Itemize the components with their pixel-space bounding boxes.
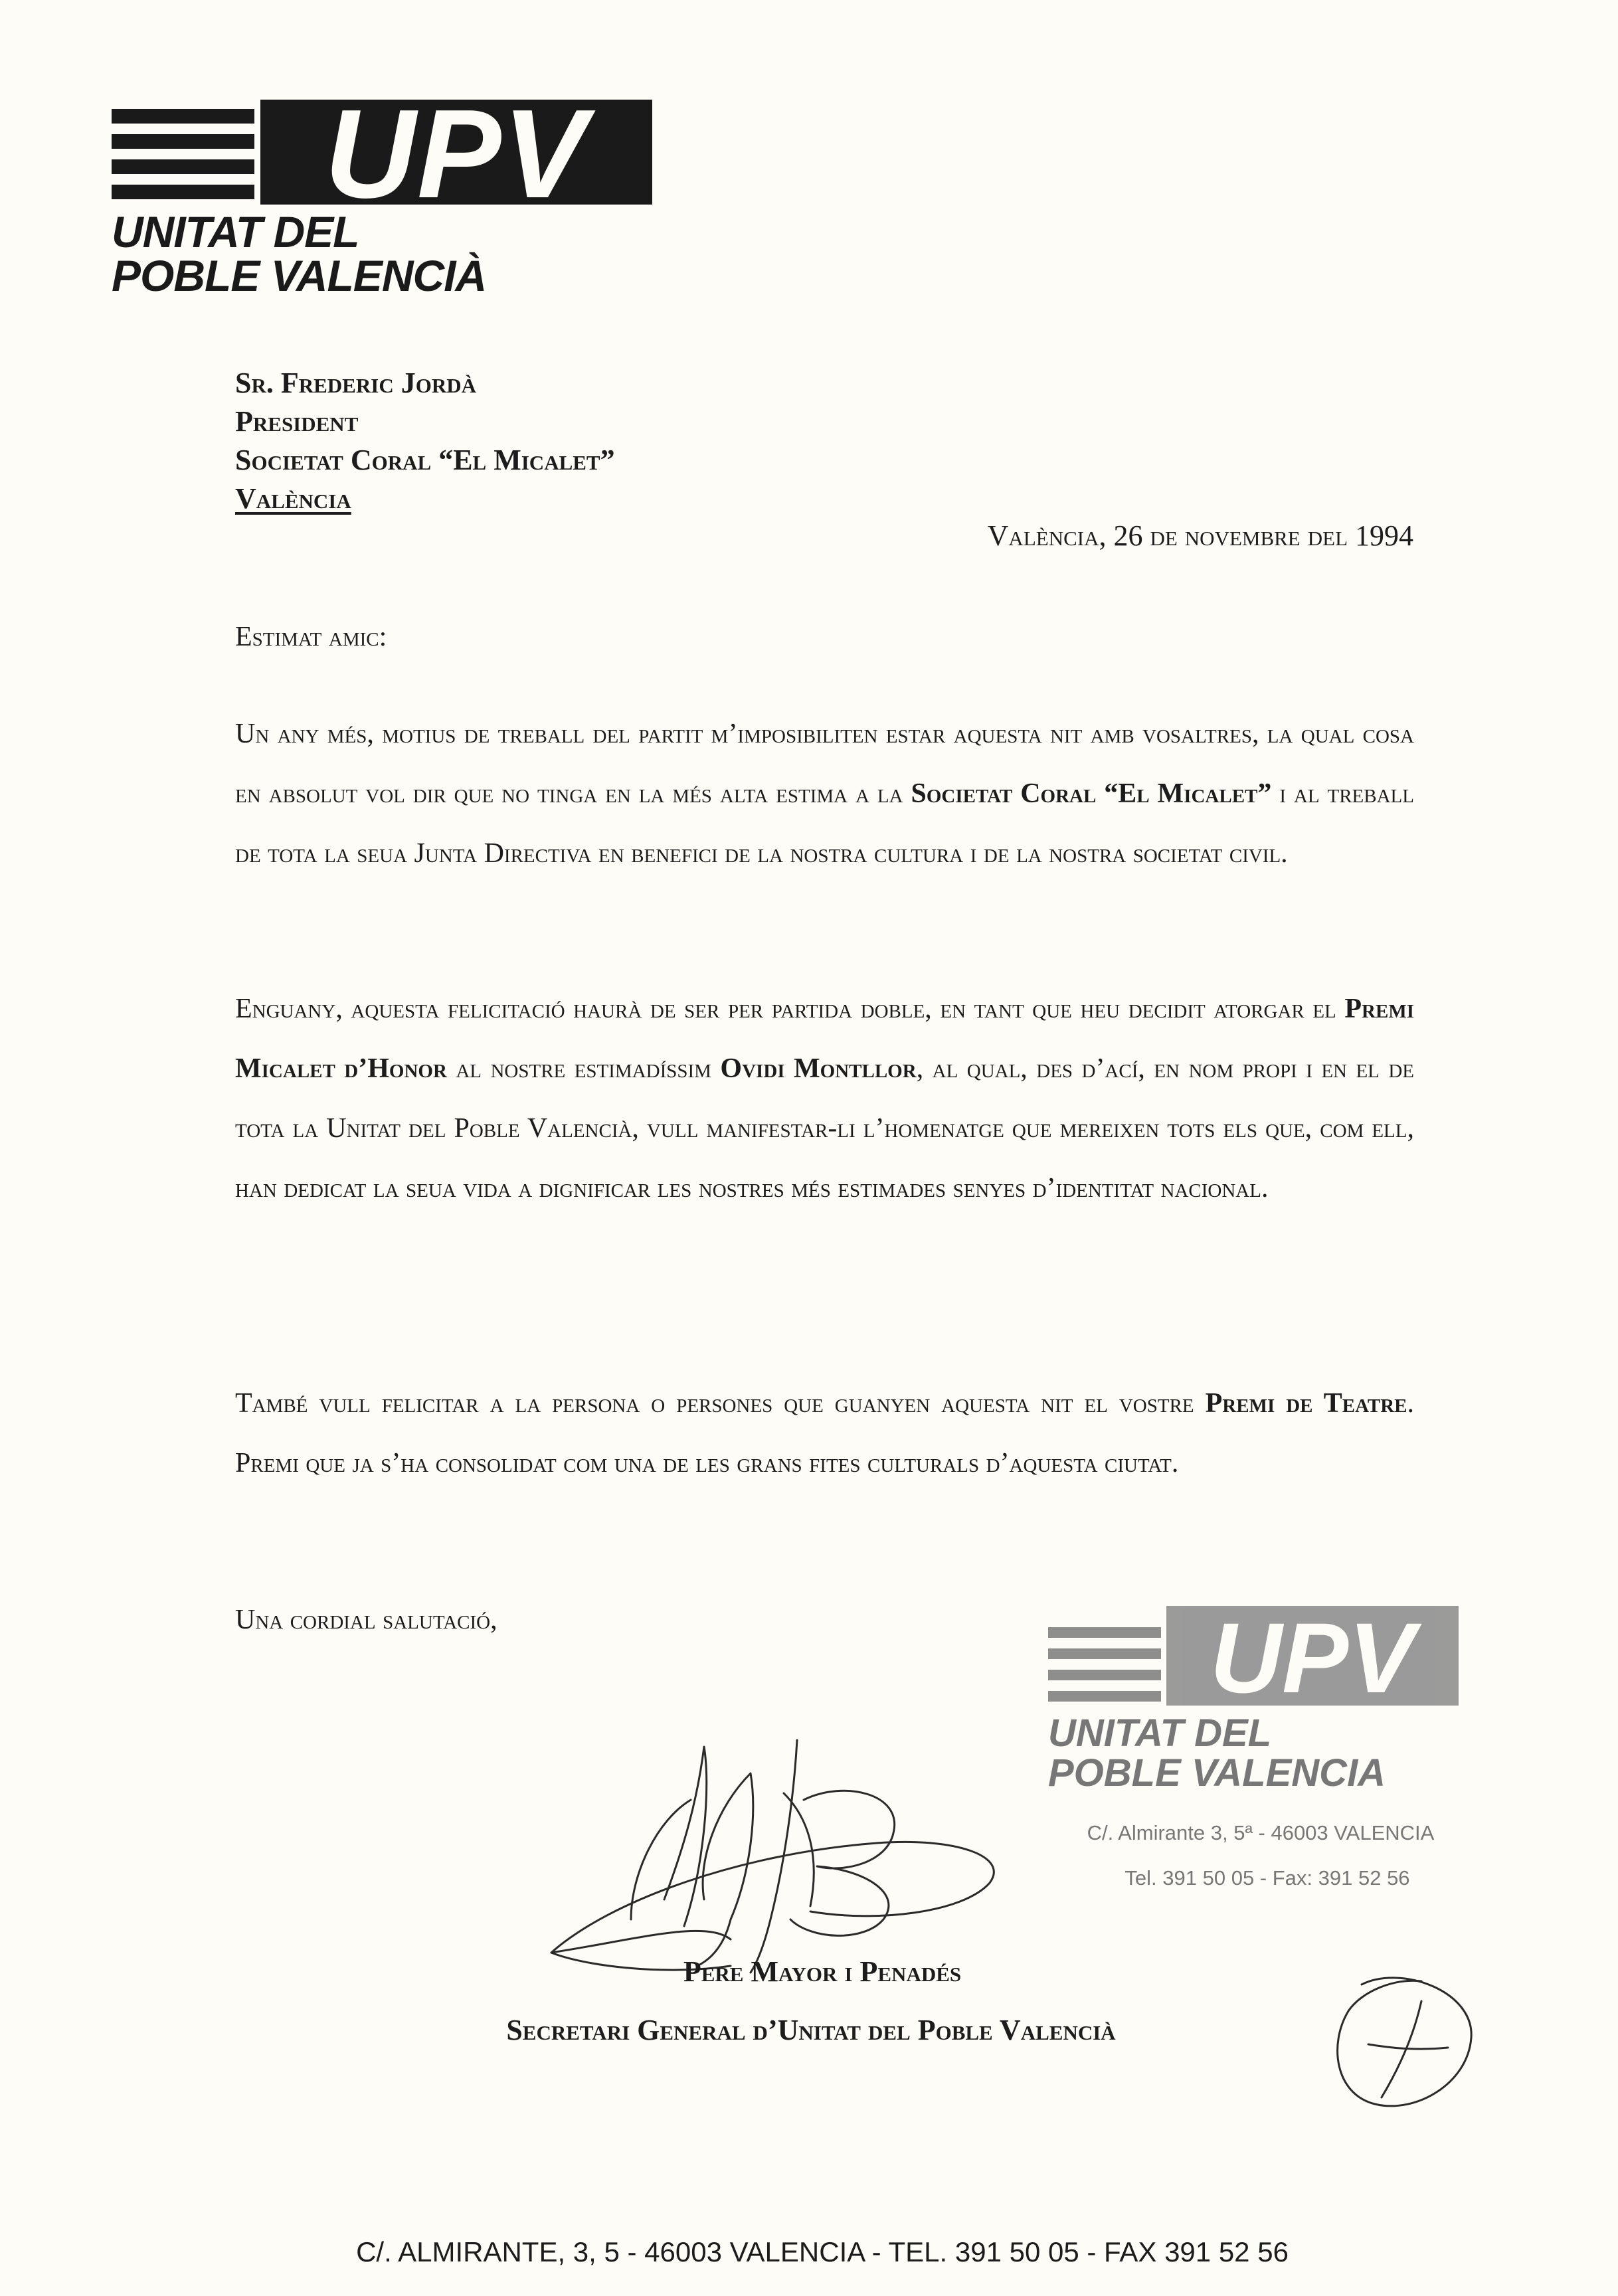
addressee-role: President (235, 405, 359, 438)
addressee-name: Sr. Frederic Jordà (235, 367, 476, 399)
stamp-party-name (1048, 1714, 1473, 1793)
salutation: Estimat amic: (235, 622, 387, 652)
paragraph-highlight: Ovidi Montllor (720, 1053, 917, 1084)
closing-greeting: Una cordial salutació, (235, 1605, 497, 1635)
letter-date: València, 26 de novembre del 1994 (987, 519, 1413, 552)
logo-name-line2: POBLE VALENCIÀ (112, 251, 487, 300)
logo-party-name (112, 207, 616, 300)
stamp-acronym-box (1166, 1606, 1459, 1706)
addressee-city: València (235, 482, 351, 515)
logo-stripes (112, 104, 254, 203)
paragraph-highlight: Premi Micalet d’Honor (235, 994, 1414, 1084)
paragraph-text: . Premi que ja s’ha consolidat com una de les grans fites culturals d’aquesta ciutat. (235, 1388, 1414, 1478)
stamp-name-line1: UNITAT DEL (1048, 1712, 1272, 1755)
paragraph-text: i al treball de tota la seua Junta Directiva en benefici de la nostra cultura i de la nostra societat civil. (235, 778, 1414, 869)
paragraph-text: Un any més, motius de treball del partit m’imposibiliten estar aquesta nit amb vosaltres, la qual cosa en absolut vol dir que no tinga en la més alta estima a la (235, 719, 1414, 809)
signer-name: Pere Mayor i Penadés (683, 1955, 962, 1988)
addressee-organization: Societat Coral “El Micalet” (235, 444, 615, 476)
party-stamp (1048, 1602, 1473, 1907)
logo-acronym: UPV (324, 100, 588, 205)
paragraph-highlight: Premi de Teatre (1205, 1388, 1407, 1419)
stamp-address-line: C/. Almirante 3, 5ª - 46003 VALENCIA (1087, 1821, 1435, 1844)
paragraph-text: Enguany, aquesta felicitació haurà de ser per partida doble, en tant que heu decidit atorgar el (235, 994, 1345, 1024)
logo-name-line1: UNITAT DEL (112, 207, 359, 256)
stamp-phone-line: Tel. 391 50 05 - Fax: 391 52 56 (1124, 1866, 1410, 1890)
logo-acronym-box (260, 100, 652, 205)
signer-title: Secretari General d’Unitat del Poble Valencià (506, 2014, 1116, 2046)
stamp-stripes (1048, 1625, 1161, 1704)
body-paragraph-2 (235, 979, 1414, 1218)
paragraph-text: , al qual, des d’ací, en nom propi i en el de tota la Unitat del Poble Valencià, vull manifestar-li l’homenatge que mereixen tots els que, com ell, han dedicat la seua vida a dignificar les nostres més estimades senyes d’identitat nacional. (235, 1053, 1414, 1203)
paragraph-text: al nostre estimadíssim (446, 1053, 721, 1084)
letterhead-logo (112, 100, 588, 312)
circled-mark-annotation (1322, 1965, 1488, 2124)
handwritten-signature (531, 1700, 1036, 1979)
paragraph-text: També vull felicitar a la persona o persones que guanyen aquesta nit el vostre (235, 1388, 1206, 1419)
paragraph-highlight: Societat Coral “El Micalet” (911, 778, 1272, 809)
body-paragraph-1 (235, 704, 1414, 883)
footer-address: C/. ALMIRANTE, 3, 5 - 46003 VALENCIA - TEL. 391 50 05 - FAX 391 52 56 (356, 2236, 1289, 2267)
stamp-name-line2: POBLE VALENCIA (1048, 1751, 1386, 1795)
stamp-acronym: UPV (1210, 1606, 1415, 1706)
addressee-block (235, 364, 615, 518)
body-paragraph-3 (235, 1373, 1414, 1493)
stamp-contact (1048, 1820, 1473, 1892)
